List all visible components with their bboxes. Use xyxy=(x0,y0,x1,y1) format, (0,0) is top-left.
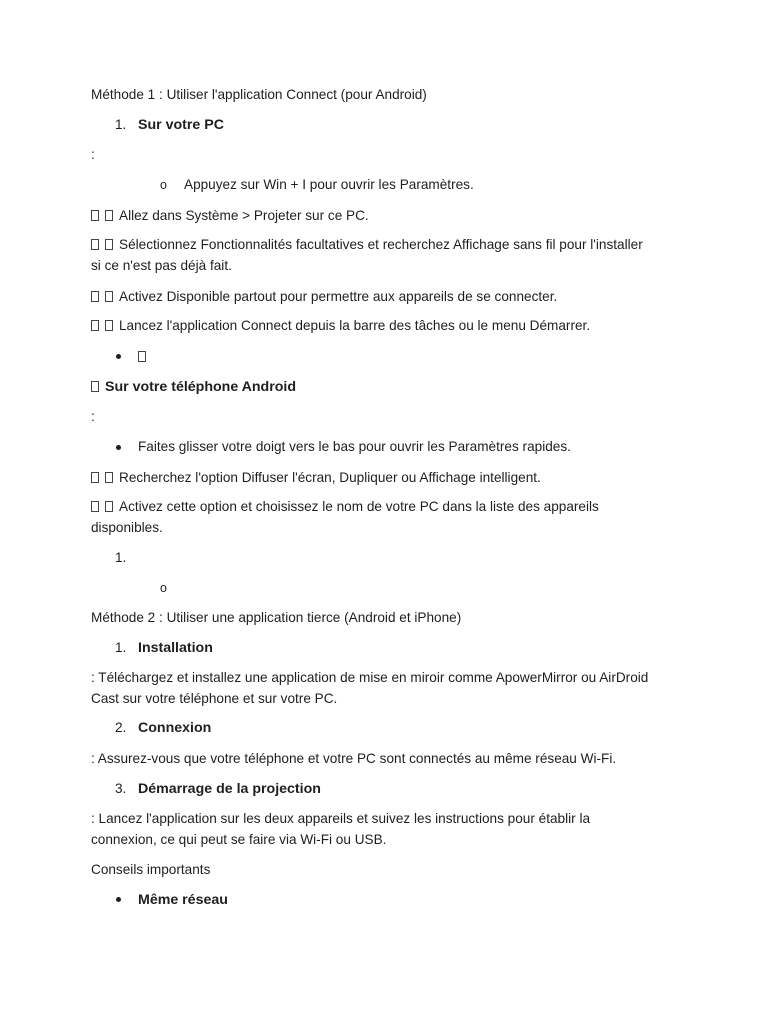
installation-text: : Téléchargez et installez une application de mise en miroir comme ApowerMirror ou AirDroid xyxy=(91,670,649,685)
pc-step-5-line xyxy=(91,316,590,336)
android-heading-line xyxy=(91,377,296,397)
pc-step-3-line xyxy=(91,235,643,255)
missing-glyph-icon xyxy=(91,320,99,331)
pc-step-4: Activez Disponible partout pour permettre aux appareils de se connecter. xyxy=(119,289,558,304)
android-step-3: Activez cette option et choisissez le nom de votre PC dans la liste des appareils xyxy=(119,499,599,514)
android-step-2-line xyxy=(91,468,541,488)
empty-bullet-line xyxy=(138,347,146,367)
installation-text-continued: Cast sur votre téléphone et sur votre PC. xyxy=(91,691,338,706)
missing-glyph-icon xyxy=(105,320,113,331)
method1-title: Méthode 1 : Utiliser l'application Connect (pour Android) xyxy=(91,87,427,102)
colon-text: : xyxy=(91,147,95,162)
pc-step-4-line xyxy=(91,287,557,307)
missing-glyph-icon xyxy=(91,472,99,483)
missing-glyph-icon xyxy=(91,381,99,392)
missing-glyph-icon xyxy=(91,210,99,221)
bullet-icon xyxy=(116,897,121,902)
android-step-1: Faites glisser votre doigt vers le bas pour ouvrir les Paramètres rapides. xyxy=(138,439,571,454)
missing-glyph-icon xyxy=(105,210,113,221)
colon-text: : xyxy=(91,409,95,424)
missing-glyph-icon xyxy=(105,472,113,483)
android-step-3-line xyxy=(91,497,599,517)
missing-glyph-icon xyxy=(105,501,113,512)
tips-title: Conseils importants xyxy=(91,862,211,877)
list-number: 1. xyxy=(115,640,127,655)
missing-glyph-icon xyxy=(105,291,113,302)
missing-glyph-icon xyxy=(91,291,99,302)
list-number: 1. xyxy=(115,117,127,132)
method2-title: Méthode 2 : Utiliser une application tierce (Android et iPhone) xyxy=(91,610,462,625)
android-step-3-continued: disponibles. xyxy=(91,520,163,535)
projection-text-continued: connexion, ce qui peut se faire via Wi-Fi ou USB. xyxy=(91,832,387,847)
missing-glyph-icon xyxy=(138,351,146,362)
pc-step-3-continued: si ce n'est pas déjà fait. xyxy=(91,258,232,273)
installation-heading: Installation xyxy=(138,640,213,656)
connexion-heading: Connexion xyxy=(138,720,212,736)
missing-glyph-icon xyxy=(91,501,99,512)
bullet-icon xyxy=(116,445,121,450)
android-heading: Sur votre téléphone Android xyxy=(105,379,297,395)
pc-step-2: Allez dans Système > Projeter sur ce PC. xyxy=(119,208,369,223)
list-number: 3. xyxy=(115,781,127,796)
pc-step-1: Appuyez sur Win + I pour ouvrir les Paramètres. xyxy=(184,177,474,192)
projection-heading: Démarrage de la projection xyxy=(138,781,321,797)
list-number: 1. xyxy=(115,550,127,565)
tip-same-network: Même réseau xyxy=(138,892,228,908)
missing-glyph-icon xyxy=(105,239,113,250)
bullet-icon xyxy=(116,354,121,359)
android-step-2: Recherchez l'option Diffuser l'écran, Dupliquer ou Affichage intelligent. xyxy=(119,470,541,485)
sub-bullet-marker: o xyxy=(160,178,167,192)
pc-step-3: Sélectionnez Fonctionnalités facultatives et recherchez Affichage sans fil pour l'installer xyxy=(119,237,643,252)
connexion-text: : Assurez-vous que votre téléphone et votre PC sont connectés au même réseau Wi-Fi. xyxy=(91,751,617,766)
list-number: 2. xyxy=(115,720,127,735)
pc-heading: Sur votre PC xyxy=(138,117,224,133)
pc-step-2-line xyxy=(91,206,369,226)
projection-text: : Lancez l'application sur les deux appareils et suivez les instructions pour établir la xyxy=(91,811,591,826)
missing-glyph-icon xyxy=(91,239,99,250)
pc-step-5: Lancez l'application Connect depuis la barre des tâches ou le menu Démarrer. xyxy=(119,318,591,333)
sub-bullet-marker: o xyxy=(160,581,167,595)
